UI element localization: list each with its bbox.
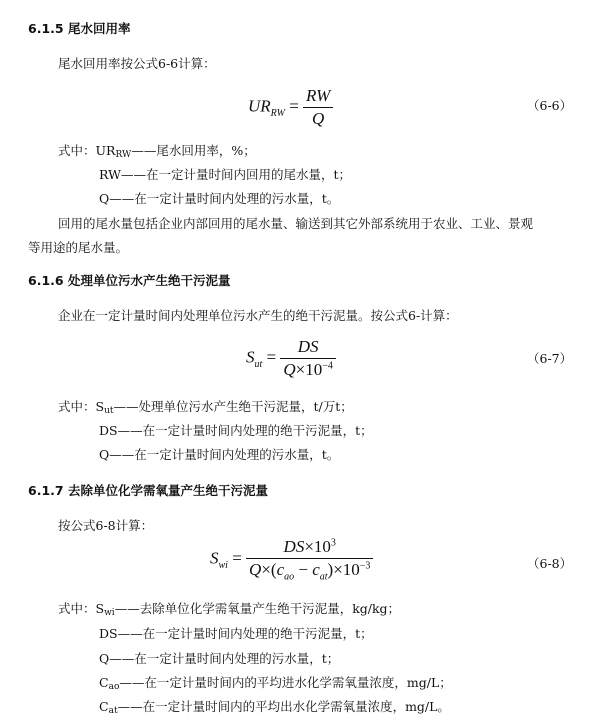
def-symbol: Q — [99, 651, 110, 666]
intro-6-1-6: 企业在一定计量时间内处理单位污水产生的绝干污泥量。按公式6-计算： — [58, 308, 458, 323]
num-times: ×10 — [304, 537, 331, 556]
def-row — [99, 673, 452, 692]
def-prefix: 式中： — [58, 601, 96, 616]
def-text: ——在一定计量时间内处理的绝干污泥量，t； — [117, 423, 373, 438]
den-exponent: −4 — [322, 360, 333, 372]
formula-lhs-sub: ut — [254, 358, 263, 370]
den-c-at: c — [312, 560, 320, 579]
heading-6-1-5: 6.1.5 尾水回用率 — [28, 21, 131, 36]
heading-6-1-6: 6.1.6 处理单位污水产生绝干污泥量 — [28, 273, 231, 288]
formula-fraction — [246, 537, 373, 582]
formula-lhs-sub: wi — [218, 560, 228, 571]
def-text: ——在一定计量时间内的平均出水化学需氧量浓度，mg/L。 — [117, 699, 450, 714]
formula-denominator: Q — [312, 109, 325, 128]
def-text: ——在一定计量时间内回用的尾水量，t； — [121, 167, 352, 182]
note-line-1: 回用的尾水量包括企业内部回用的尾水量、输送到其它外部系统用于农业、工业、景观 — [58, 216, 534, 231]
def-text: ——在一定计量时间内处理的污水量，t。 — [109, 191, 340, 206]
den-c-ao: c — [276, 560, 285, 579]
def-prefix: 式中： — [58, 399, 96, 414]
den-minus: − — [294, 560, 313, 579]
formula-lhs: S — [246, 347, 255, 367]
def-symbol: DS — [99, 423, 118, 438]
formula-lhs: S — [210, 548, 219, 568]
def-text: ——处理单位污水产生绝干污泥量，t/万t； — [113, 399, 353, 414]
formula-denominator — [280, 359, 336, 380]
def-row — [99, 697, 450, 716]
def-symbol: S — [95, 601, 105, 616]
formula-eq: = — [266, 347, 277, 367]
def-prefix: 式中： — [58, 143, 96, 158]
def-symbol: S — [95, 399, 105, 414]
formula-numerator: DS — [280, 337, 336, 359]
def-text: ——在一定计量时间内处理的污水量，t； — [109, 651, 340, 666]
den-c-at-sub: at — [319, 571, 328, 583]
eqno-6-8: （6-8） — [527, 556, 573, 571]
def-row — [99, 165, 351, 183]
def-symbol-sub: RW — [115, 150, 132, 160]
formula-denominator — [246, 559, 373, 582]
def-text: ——在一定计量时间内的平均进水化学需氧量浓度，mg/L； — [119, 675, 452, 690]
def-symbol: C — [99, 675, 109, 690]
formula-eq: = — [289, 96, 299, 116]
def-row — [58, 141, 256, 160]
formula-6-6 — [248, 86, 333, 129]
def-text: ——尾水回用率，%； — [131, 143, 256, 158]
def-symbol: DS — [99, 626, 118, 641]
den-q: Q — [283, 360, 296, 379]
intro-6-1-7: 按公式6-8计算： — [58, 518, 154, 533]
formula-lhs: UR — [248, 96, 271, 116]
def-text: ——在一定计量时间内处理的污水量，t。 — [109, 447, 340, 462]
den-c-ao-sub: ao — [284, 571, 295, 583]
def-row — [99, 624, 373, 642]
def-text: ——去除单位化学需氧量产生绝干污泥量，kg/kg； — [114, 601, 401, 616]
def-row — [99, 421, 373, 439]
def-row — [99, 649, 339, 667]
def-symbol: UR — [95, 143, 116, 158]
num-exponent: 3 — [330, 537, 336, 549]
eqno-6-6: （6-6） — [527, 98, 573, 113]
den-q: Q — [249, 560, 262, 579]
def-symbol-sub: wi — [104, 608, 115, 618]
def-symbol: RW — [99, 167, 121, 182]
heading-6-1-7: 6.1.7 去除单位化学需氧量产生绝干污泥量 — [28, 483, 268, 498]
formula-lhs-sub: RW — [270, 107, 285, 119]
intro-6-1-5: 尾水回用率按公式6-6计算： — [58, 56, 216, 71]
den-open: ×( — [261, 560, 277, 579]
def-symbol-sub: ao — [108, 682, 120, 692]
def-row — [99, 445, 339, 463]
note-line-2: 等用途的尾水量。 — [28, 240, 129, 255]
formula-numerator: RW — [303, 86, 333, 108]
formula-fraction — [303, 86, 333, 129]
def-symbol: Q — [99, 191, 110, 206]
def-text: ——在一定计量时间内处理的绝干污泥量，t； — [117, 626, 373, 641]
num-ds: DS — [283, 537, 305, 556]
formula-6-8 — [210, 537, 373, 582]
def-symbol-sub: at — [108, 706, 118, 716]
den-times: ×10 — [295, 360, 323, 379]
def-row — [58, 599, 400, 618]
def-symbol: C — [99, 699, 109, 714]
formula-fraction — [280, 337, 336, 380]
def-row — [99, 189, 339, 207]
formula-eq: = — [232, 548, 242, 568]
formula-numerator — [246, 537, 373, 559]
den-exponent: −3 — [359, 560, 371, 572]
den-close: )×10 — [327, 560, 360, 579]
formula-6-7 — [246, 337, 336, 380]
def-symbol: Q — [99, 447, 110, 462]
def-symbol-sub: ut — [104, 406, 114, 416]
eqno-6-7: （6-7） — [527, 351, 573, 366]
def-row — [58, 397, 353, 416]
